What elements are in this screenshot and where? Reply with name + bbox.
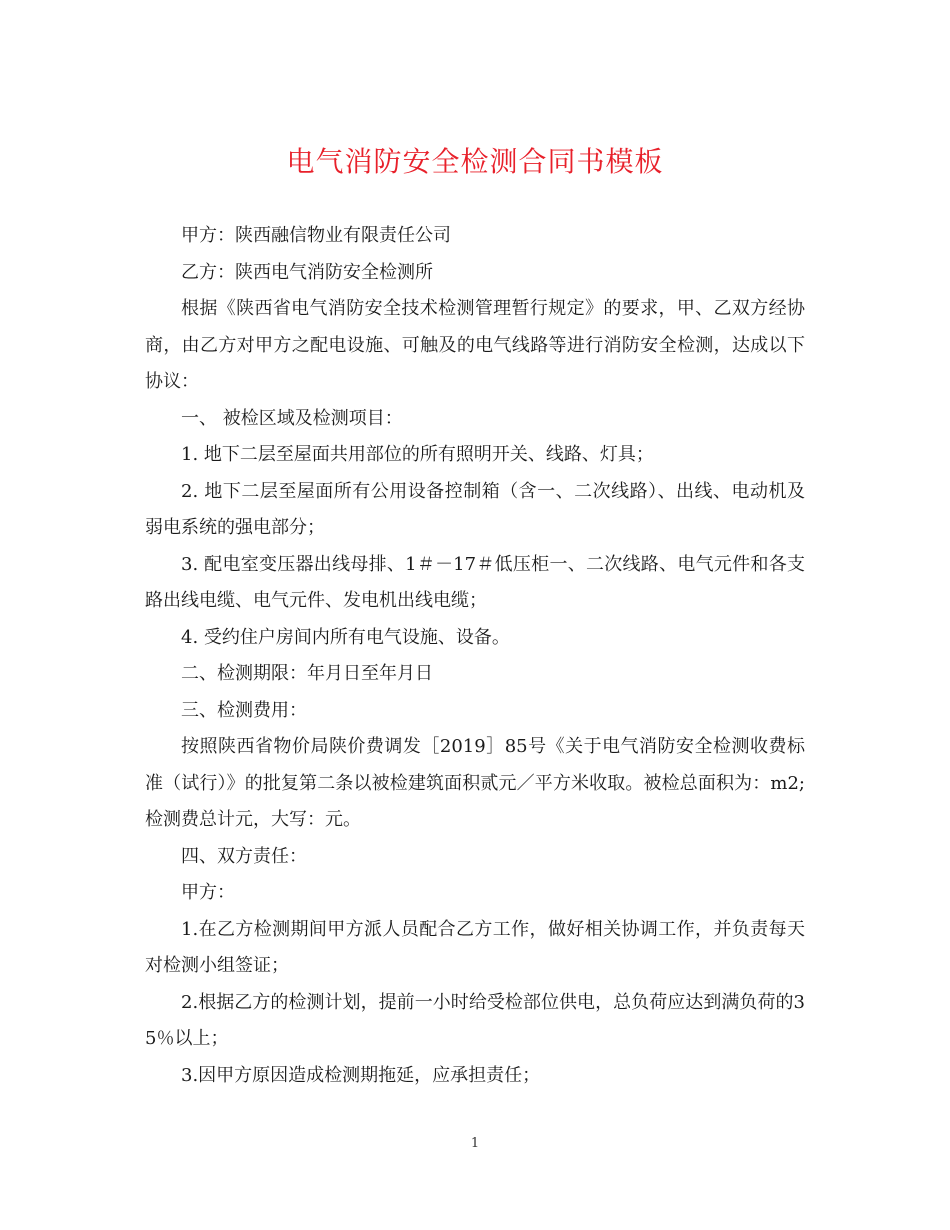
party-a-duty-1: 1.在乙方检测期间甲方派人员配合乙方工作，做好相关协调工作，并负责每天对检测小组签证； [145,918,805,976]
party-b-line: 乙方：陕西电气消防安全检测所 [181,261,433,283]
document-body [145,218,805,1094]
scope-item-2: 2. 地下二层至屋面所有公用设备控制箱（含一、二次线路）、出线、电动机及弱电系统的强电部分； [145,480,805,538]
preamble-paragraph: 根据《陕西省电气消防安全技术检测管理暂行规定》的要求，甲、乙双方经协商，由乙方对甲方之配电设施、可触及的电气线路等进行消防安全检测，达成以下协议： [145,298,805,392]
scope-item-1: 1. 地下二层至屋面共用部位的所有照明开关、线路、灯具； [181,444,654,465]
party-a-heading: 甲方： [181,882,235,903]
section-heading-fees: 三、检测费用： [181,699,307,721]
party-a-duty-2: 2.根据乙方的检测计划，提前一小时给受检部位供电，总负荷应达到满负荷的35％以上； [145,991,805,1049]
party-a-duty-3: 3.因甲方原因造成检测期拖延，应承担责任； [181,1064,541,1086]
page-number: 1 [470,1136,480,1151]
section-heading-period: 二、检测期限：年月日至年月日 [181,663,433,684]
scope-item-3: 3. 配电室变压器出线母排、1＃－17＃低压柜一、二次线路、电气元件和各支路出线电缆、电气元件、发电机出线电缆； [145,553,805,611]
page-title: 电气消防安全检测合同书模板 [286,145,664,178]
section-heading-responsibilities: 四、双方责任： [181,845,307,867]
section-heading-scope: 一、 被检区域及检测项目： [181,407,403,429]
scope-item-4: 4. 受约住户房间内所有电气设施、设备。 [181,626,510,648]
party-a-line: 甲方：陕西融信物业有限责任公司 [181,225,451,246]
fees-paragraph: 按照陕西省物价局陕价费调发［2019］85号《关于电气消防安全检测收费标准（试行）》的批复第二条以被检建筑面积贰元／平方米收取。被检总面积为：m2;检测费总计元，大写：元。 [145,736,805,830]
